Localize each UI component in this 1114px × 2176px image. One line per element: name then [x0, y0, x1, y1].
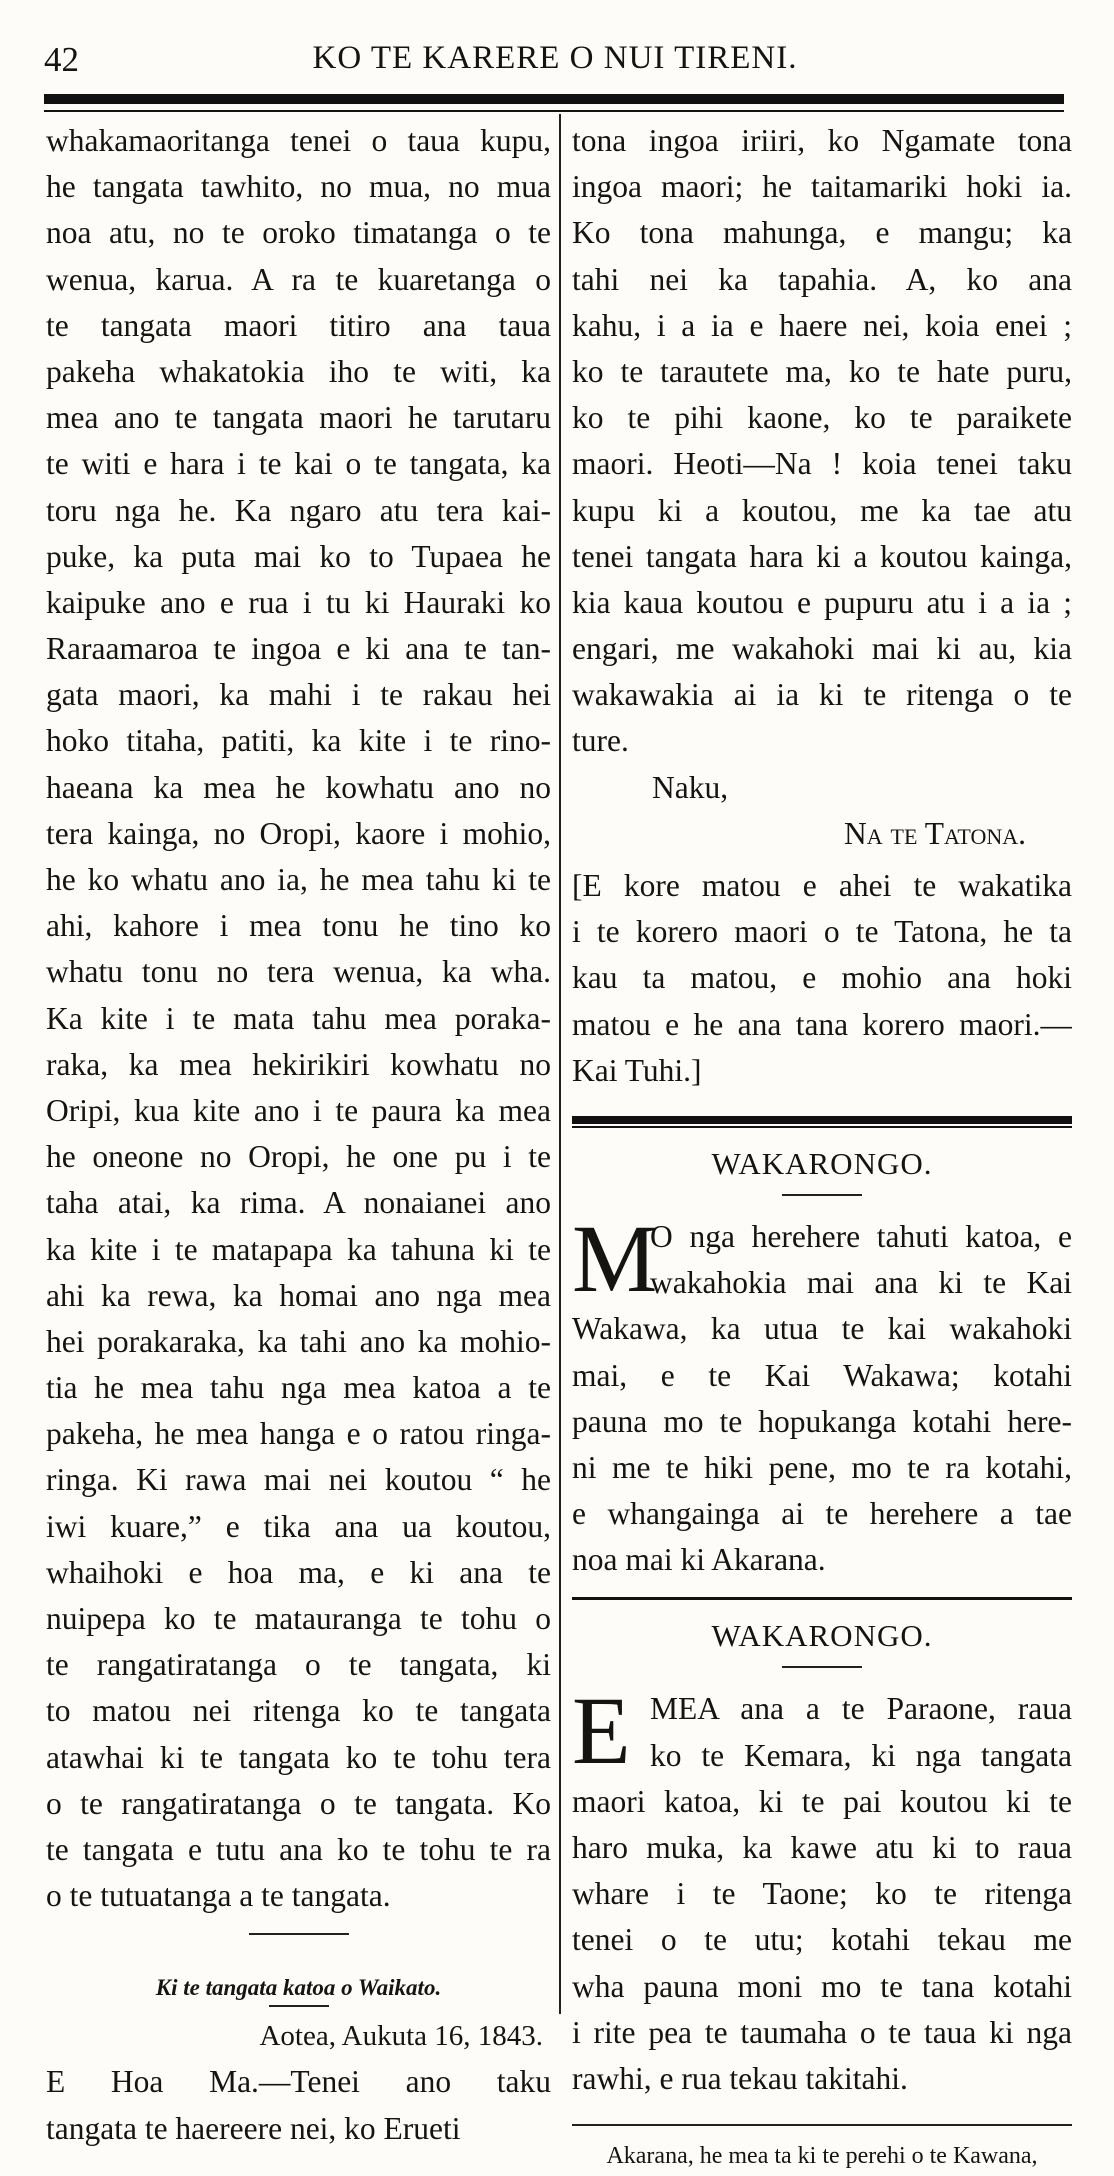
letter-text-line: ko te pihi kaone, ko te paraikete [572, 400, 1072, 436]
body-text-line: pakeha, he mea hanga e o ratou ringa- [46, 1416, 551, 1452]
editor-note-line: matou e he ana tana korero maori.— [572, 1006, 1072, 1042]
notice-text-line: Wakawa, ka utua te kai wakahoki [572, 1311, 1072, 1347]
editor-note-line: [E kore matou e ahei te wakatika [572, 868, 1072, 903]
body-text-line: toru nga he. Ka ngaro atu tera kai- [46, 492, 551, 528]
body-text-line: he tangata tawhito, no mua, no mua [46, 169, 551, 205]
editor-note-line: Kai Tuhi.] [572, 1052, 702, 1088]
body-text-line: haeana ka mea he kowhatu ano no [46, 769, 551, 805]
notice-text-line: mai, e te Kai Wakawa; kotahi [572, 1357, 1072, 1393]
body-text-line: noa atu, no te oroko timatanga o te [46, 215, 551, 251]
notice-heading-rule [782, 1194, 862, 1196]
letter-text-line: tenei tangata hara ki a koutou kainga, [572, 538, 1072, 574]
body-text-line: iwi kuare,” e tika ana ua koutou, [46, 1508, 551, 1544]
notice-body [572, 1204, 1072, 1584]
body-text-line: to matou nei ritenga ko te tangata [46, 1693, 551, 1729]
body-text-line: ringa. Ki rawa mai nei koutou “ he [46, 1462, 551, 1498]
body-text-line: kaipuke ano e rua i tu ki Hauraki ko [46, 584, 551, 620]
section-rule-thick [572, 1116, 1072, 1124]
notice-text-line: ni me te hiki pene, mo te ra kotahi, [572, 1449, 1072, 1485]
right-column [572, 118, 1072, 2176]
body-text-line: wenua, karua. A ra te kuaretanga o [46, 261, 551, 297]
left-column [46, 118, 551, 2152]
body-text-line: o te rangatiratanga o te tangata. Ko [46, 1785, 551, 1821]
body-text-line: o te tutuatanga a te tangata. [46, 1878, 391, 1914]
notice-text-line: wakahokia mai ana ki te Kai [650, 1265, 1072, 1301]
body-text-line: whaihoki e hoa ma, e ki ana te [46, 1554, 551, 1590]
body-text-line: he ko whatu ano ia, he mea tahu ki te [46, 862, 551, 897]
notice-text-line: wha pauna moni mo te tana kotahi [572, 1968, 1072, 2004]
body-text-line: ahi, kahore i mea tonu he tino ko [46, 908, 551, 944]
notice-heading: WAKARONGO. [711, 1145, 933, 1181]
notice-text-line: whare i te Taone; ko te ritenga [572, 1876, 1072, 1912]
letter-heading: Ki te tangata katoa o Waikato. [155, 1975, 442, 2001]
body-text-line: hoko titaha, patiti, ka kite i te rino- [46, 723, 551, 759]
letter-dateline: Aotea, Aukuta 16, 1843. [259, 2020, 543, 2053]
body-text-line: tera kainga, no Oropi, kaore i mohio, [46, 815, 551, 851]
body-text-line: Oripi, kua kite ano i te paura ka mea [46, 1092, 551, 1128]
left-column-body [46, 118, 551, 1919]
section-rule [572, 1597, 1072, 1600]
header-rule-thin [44, 110, 1064, 112]
letter-text-line: kia kaua koutou e pupuru atu i a ia ; [572, 584, 1072, 620]
header-rule-thick [44, 94, 1064, 104]
body-text-line: te tangata maori titiro ana taua [46, 307, 551, 343]
notice-text-line: ko te Kemara, ki nga tangata [650, 1737, 1072, 1773]
footer-rule [572, 2124, 1072, 2126]
body-text-line: puke, ka puta mai ko to Tupaea he [46, 538, 551, 574]
body-text-line: Ka kite i te mata tahu mea poraka- [46, 1000, 551, 1036]
running-title: KO TE KARERE O NUI TIRENI. [312, 40, 798, 76]
notice-text-line: O nga herehere tahuti katoa, e [650, 1218, 1072, 1254]
body-text-line: mea ano te tangata maori he tarutaru [46, 400, 551, 436]
page-header [40, 40, 1070, 84]
letter-text-line: engari, me wakahoki mai ki au, kia [572, 631, 1072, 667]
notice-text-line: tenei o te utu; kotahi tekau me [572, 1922, 1072, 1958]
drop-cap: M [572, 1204, 658, 1312]
editor-note-line: i te korero maori o te Tatona, he ta [572, 914, 1072, 950]
letter-opening [46, 2059, 551, 2151]
notice-text-line: MEA ana a te Paraone, raua [650, 1691, 1072, 1727]
notice-text-line: rawhi, e rua tekau takitahi. [572, 2060, 908, 2096]
letter-continuation [572, 118, 1072, 765]
letter-text-line: ingoa maori; he taitamariki hoki ia. [572, 169, 1072, 205]
letter-text-line: ko te tarautete ma, ko te hate puru, [572, 353, 1072, 389]
body-text-line: Raraamaroa te ingoa e ki ana te tan- [46, 631, 551, 667]
page-number: 42 [44, 40, 79, 79]
body-text-line: he oneone no Oropi, he one pu i te [46, 1139, 551, 1175]
notice-text-line: maori katoa, ki te pai koutou ki te [572, 1783, 1072, 1819]
letter-text-line: Ko tona mahunga, e mangu; ka [572, 215, 1072, 251]
body-text-line: te tangata e tutu ana ko te tohu te ra [46, 1831, 551, 1867]
notice-text-line: i rite pea te taumaha o te taua ki nga [572, 2014, 1072, 2050]
letter-signature: Na te Tatona. [844, 815, 1026, 851]
body-text-line: whatu tonu no tera wenua, ka wha. [46, 954, 551, 990]
body-text-line: te witi e hara i te kai o te tangata, ka [46, 446, 551, 482]
heading-divider [269, 2005, 329, 2007]
body-text-line: taha atai, ka rima. A nonaianei ano [46, 1185, 551, 1221]
notice-text-line: e whangainga ai te herehere a tae [572, 1496, 1072, 1532]
body-text-line: atawhai ki te tangata ko te tohu tera [46, 1739, 551, 1775]
drop-cap: E [572, 1677, 631, 1785]
notice-text-line: pauna mo te hopukanga kotahi here- [572, 1403, 1072, 1439]
body-text-line: te rangatiratanga o te tangata, ki [46, 1647, 551, 1683]
body-text-line: whakamaoritanga tenei o taua kupu, [46, 123, 551, 158]
letter-signoff: Naku, [652, 769, 729, 805]
body-text-line: hei porakaraka, ka tahi ano ka mohio- [46, 1323, 551, 1359]
letter-text-line: maori. Heoti—Na ! koia tenei taku [572, 446, 1072, 482]
body-text-line: ahi ka rewa, ka homai ano nga mea [46, 1277, 551, 1313]
body-text-line: gata maori, ka mahi i te rakau hei [46, 677, 551, 713]
section-divider [249, 1933, 349, 1935]
body-text-line: pakeha whakatokia iho te witi, ka [46, 353, 551, 389]
letter-text-line: E Hoa Ma.—Tenei ano taku [46, 2064, 551, 2100]
letter-text-line: kahu, i a ia e haere nei, koia enei ; [572, 307, 1072, 343]
notice-body [572, 1677, 1072, 2102]
letter-text-line: ture. [572, 723, 629, 759]
printer-imprint: Akarana, he mea ta ki te perehi o te Kawana, [606, 2143, 1038, 2170]
body-text-line: nuipepa ko te matauranga te tohu o [46, 1601, 551, 1636]
letter-text-line: wakawakia ai ia ki te ritenga o te [572, 677, 1072, 713]
letter-text-line: kupu ki a koutou, me ka tae atu [572, 492, 1072, 528]
notice-heading-rule [782, 1666, 862, 1668]
column-divider [559, 114, 561, 2014]
body-text-line: ka kite i te matapapa ka tahuna ki te [46, 1231, 551, 1267]
notice-text-line: noa mai ki Akarana. [572, 1542, 826, 1578]
letter-text-line: tangata te haereere nei, ko Erueti [46, 2110, 461, 2146]
editor-note-line: kau ta matou, e mohio ana hoki [572, 960, 1072, 996]
letter-text-line: tona ingoa iriiri, ko Ngamate tona [572, 123, 1072, 158]
notice-text-line: haro muka, ka kawe atu ki to raua [572, 1830, 1072, 1865]
letter-text-line: tahi nei ka tapahia. A, ko ana [572, 261, 1072, 297]
notice-heading: WAKARONGO. [711, 1618, 933, 1654]
editor-note [572, 863, 1072, 1094]
body-text-line: tia he mea tahu nga mea katoa a te [46, 1370, 551, 1406]
section-rule-thin [572, 1126, 1072, 1128]
body-text-line: raka, ka mea hekirikiri kowhatu no [46, 1046, 551, 1082]
